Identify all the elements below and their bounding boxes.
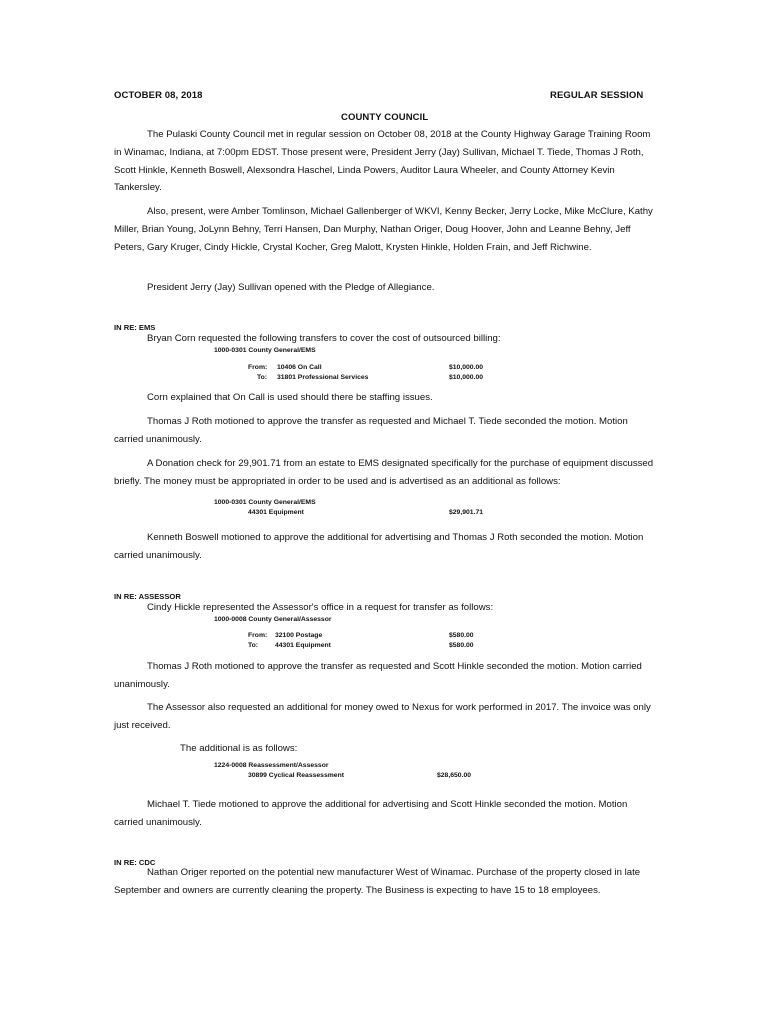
ems-donation: A Donation check for 29,901.71 from an estate to EMS designated specifically for the purchase of equipment discussed briefly. The money must be appropriated in order to be used and is advertised as an additional as follows: [114, 458, 654, 487]
section-heading-assessor: IN RE: ASSESSOR [114, 592, 181, 601]
assessor-additional-request: The Assessor also requested an additional for money owed to Nexus for work performed in 2017. The invoice was only just received. [114, 702, 651, 731]
meeting-date: OCTOBER 08, 2018 [114, 90, 203, 101]
assessor-to-line: 44301 Equipment [275, 642, 331, 649]
ems-request: Bryan Corn requested the following transfers to cover the cost of outsourced billing: [147, 333, 501, 344]
assessor-additional-intro: The additional is as follows: [180, 743, 298, 754]
ems-from-label: From: [248, 364, 268, 371]
cdc-report: Nathan Origer reported on the potential new manufacturer West of Winamac. Purchase of the property closed in late September and owners are currently cleaning the property. The Business is expecting to have 15 to 18 employees. [114, 867, 641, 896]
assessor-request: Cindy Hickle represented the Assessor's office in a request for transfer as follows: [147, 602, 494, 613]
ems-to-amount: $10,000.00 [449, 374, 484, 381]
section-heading-ems: IN RE: EMS [114, 323, 156, 332]
assessor-from-line: 32100 Postage [275, 632, 323, 639]
ems-motion-1: Thomas J Roth motioned to approve the transfer as requested and Michael T. Tiede seconded the motion. Motion carried unanimously. [114, 416, 628, 445]
assessor-to-label: To: [248, 642, 259, 649]
ems-additional-fund: 1000-0301 County General/EMS [214, 499, 316, 506]
ems-additional-amount: $29,901.71 [449, 509, 484, 516]
ems-explained: Corn explained that On Call is used should there be staffing issues. [147, 392, 433, 403]
assessor-motion-1: Thomas J Roth motioned to approve the transfer as requested and Scott Hinkle seconded the motion. Motion carried unanimously. [114, 661, 642, 690]
ems-from-amount: $10,000.00 [449, 364, 484, 371]
ems-to-line: 31801 Professional Services [277, 374, 369, 381]
council-title: COUNTY COUNCIL [341, 112, 429, 123]
ems-from-line: 10406 On Call [277, 364, 322, 371]
pledge-line: President Jerry (Jay) Sullivan opened with the Pledge of Allegiance. [147, 282, 435, 293]
assessor-from-amount: $580.00 [449, 632, 474, 639]
assessor-to-amount: $580.00 [449, 642, 474, 649]
assessor-from-label: From: [248, 632, 268, 639]
assessor-additional-amount: $28,650.00 [437, 772, 472, 779]
ems-fund-line: 1000-0301 County General/EMS [214, 347, 316, 354]
session-type: REGULAR SESSION [550, 90, 644, 101]
assessor-additional-fund: 1224-0008 Reassessment/Assessor [214, 762, 329, 769]
intro-paragraph-1: The Pulaski County Council met in regular session on October 08, 2018 at the County Highway Garage Training Room in Winamac, Indiana, at 7:00pm EDST. Those present were, President Jerry (Jay) Sullivan, Michael T. Tiede, Thomas J Roth, Scott Hinkle, Kenneth Boswell, Alexsondra Haschel, Linda Powers, Auditor Laura Wheeler, and County Attorney Kevin Tankersley. [114, 129, 651, 194]
intro-paragraph-2: Also, present, were Amber Tomlinson, Michael Gallenberger of WKVI, Kenny Becker, Jerry Locke, Mike McClure, Kathy Miller, Brian Young, JoLynn Behny, Terri Hansen, Dan Murphy, Nathan Origer, Doug Hoover, John and Leanne Behny, Jeff Peters, Gary Kruger, Cindy Hickle, Crystal Kocher, Greg Malott, Krysten Hinkle, Holden Frain, and Jeff Richwine. [114, 206, 653, 253]
ems-additional-line: 44301 Equipment [248, 509, 304, 516]
ems-to-label: To: [257, 374, 268, 381]
assessor-fund-line: 1000-0008 County General/Assessor [214, 616, 332, 623]
assessor-additional-line: 30899 Cyclical Reassessment [248, 772, 344, 779]
ems-motion-2: Kenneth Boswell motioned to approve the additional for advertising and Thomas J Roth seconded the motion. Motion carried unanimously. [114, 532, 644, 561]
section-heading-cdc: IN RE: CDC [114, 858, 156, 867]
assessor-motion-2: Michael T. Tiede motioned to approve the additional for advertising and Scott Hinkle seconded the motion. Motion carried unanimously. [114, 799, 628, 828]
